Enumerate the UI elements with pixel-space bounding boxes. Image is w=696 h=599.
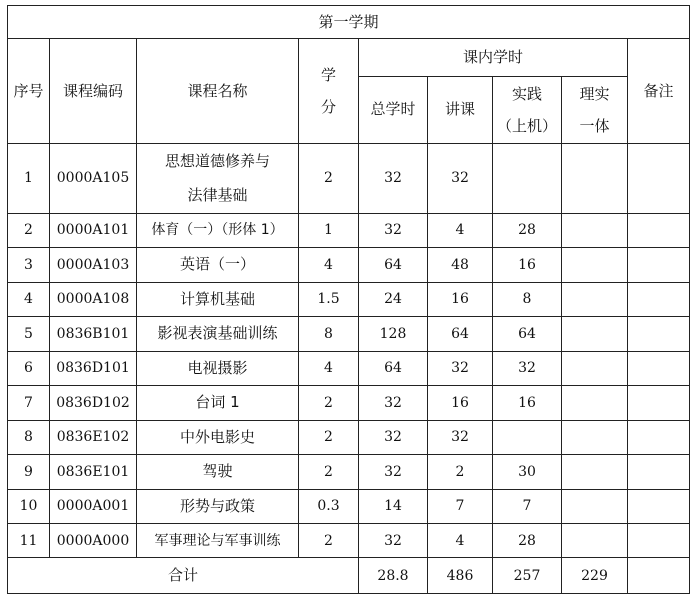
cell-practice [493, 420, 562, 454]
cell-name: 体育（一）（形体 1） [137, 213, 299, 247]
header-integrated-line1: 理实 [579, 84, 610, 103]
cell-code: 0836B101 [50, 317, 137, 351]
cell-lecture: 4 [428, 524, 493, 558]
cell-name [137, 143, 299, 213]
total-lecture: 257 [493, 558, 562, 594]
cell-code: 0000A103 [50, 248, 137, 282]
cell-credit: 2 [299, 420, 359, 454]
cell-integrated [562, 143, 628, 213]
cell-credit: 2 [299, 524, 359, 558]
cell-lecture: 64 [428, 317, 493, 351]
cell-name: 计算机基础 [137, 282, 299, 316]
cell-code: 0000A001 [50, 489, 137, 523]
cell-seq: 10 [8, 489, 50, 523]
table-row [8, 143, 690, 213]
header-integrated [562, 76, 628, 143]
cell-code: 0836D102 [50, 386, 137, 420]
header-notes: 备注 [628, 39, 690, 143]
cell-lecture: 16 [428, 386, 493, 420]
cell-code: 0000A105 [50, 143, 137, 213]
cell-practice: 7 [493, 489, 562, 523]
cell-practice: 64 [493, 317, 562, 351]
cell-practice: 28 [493, 213, 562, 247]
cell-total: 32 [359, 420, 428, 454]
cell-credit: 4 [299, 351, 359, 385]
cell-name: 驾驶 [137, 455, 299, 489]
cell-notes [628, 386, 690, 420]
cell-name: 军事理论与军事训练 [137, 524, 299, 558]
cell-credit: 4 [299, 248, 359, 282]
cell-notes [628, 455, 690, 489]
cell-credit: 1 [299, 213, 359, 247]
table-row [8, 524, 690, 558]
cell-integrated [562, 386, 628, 420]
cell-practice [493, 143, 562, 213]
cell-total: 64 [359, 248, 428, 282]
table-row [8, 489, 690, 523]
cell-credit: 2 [299, 455, 359, 489]
header-lecture: 讲课 [428, 76, 493, 143]
total-row [8, 558, 690, 594]
header-course-code: 课程编码 [50, 39, 137, 143]
cell-name: 台词 1 [137, 386, 299, 420]
header-seq: 序号 [8, 39, 50, 143]
cell-code: 0836D101 [50, 351, 137, 385]
cell-notes [628, 213, 690, 247]
table-row [8, 282, 690, 316]
cell-notes [628, 282, 690, 316]
header-credit [299, 39, 359, 143]
cell-integrated [562, 213, 628, 247]
cell-name: 影视表演基础训练 [137, 317, 299, 351]
cell-practice: 16 [493, 248, 562, 282]
total-integrated-notes [628, 558, 690, 594]
cell-total: 128 [359, 317, 428, 351]
cell-lecture: 7 [428, 489, 493, 523]
header-row-1 [8, 39, 690, 77]
total-practice: 229 [562, 558, 628, 594]
cell-notes [628, 317, 690, 351]
cell-name: 电视摄影 [137, 351, 299, 385]
cell-integrated [562, 282, 628, 316]
cell-total: 24 [359, 282, 428, 316]
cell-name-line2: 法律基础 [187, 186, 248, 205]
table-row [8, 386, 690, 420]
cell-credit: 0.3 [299, 489, 359, 523]
cell-integrated [562, 351, 628, 385]
cell-name: 英语（一） [137, 248, 299, 282]
cell-lecture: 4 [428, 213, 493, 247]
cell-total: 64 [359, 351, 428, 385]
cell-name: 形势与政策 [137, 489, 299, 523]
course-schedule-table [7, 5, 690, 594]
cell-lecture: 16 [428, 282, 493, 316]
header-total-hours: 总学时 [359, 76, 428, 143]
cell-seq: 6 [8, 351, 50, 385]
cell-lecture: 2 [428, 455, 493, 489]
cell-integrated [562, 489, 628, 523]
cell-practice: 8 [493, 282, 562, 316]
cell-notes [628, 248, 690, 282]
table-row [8, 455, 690, 489]
cell-notes [628, 489, 690, 523]
cell-integrated [562, 248, 628, 282]
cell-seq: 7 [8, 386, 50, 420]
cell-name: 中外电影史 [137, 420, 299, 454]
cell-notes [628, 351, 690, 385]
table-row [8, 317, 690, 351]
cell-total: 32 [359, 455, 428, 489]
header-practice [493, 76, 562, 143]
term-title-row [8, 6, 690, 39]
cell-seq: 2 [8, 213, 50, 247]
total-credit: 28.8 [359, 558, 428, 594]
cell-practice: 32 [493, 351, 562, 385]
table-row [8, 248, 690, 282]
cell-code: 0000A108 [50, 282, 137, 316]
header-integrated-line2: 一体 [579, 116, 610, 135]
header-course-name: 课程名称 [137, 39, 299, 143]
cell-seq: 4 [8, 282, 50, 316]
cell-lecture: 32 [428, 351, 493, 385]
cell-seq: 3 [8, 248, 50, 282]
cell-seq: 1 [8, 143, 50, 213]
cell-practice: 28 [493, 524, 562, 558]
cell-total: 32 [359, 213, 428, 247]
cell-seq: 5 [8, 317, 50, 351]
header-hours-group: 课内学时 [359, 39, 628, 77]
cell-name-line1: 思想道德修养与 [164, 152, 270, 171]
cell-practice: 16 [493, 386, 562, 420]
cell-credit: 1.5 [299, 282, 359, 316]
cell-credit: 2 [299, 143, 359, 213]
cell-lecture: 32 [428, 143, 493, 213]
cell-seq: 9 [8, 455, 50, 489]
table-row [8, 213, 690, 247]
cell-total: 32 [359, 524, 428, 558]
cell-total: 14 [359, 489, 428, 523]
cell-total: 32 [359, 143, 428, 213]
cell-lecture: 48 [428, 248, 493, 282]
cell-integrated [562, 317, 628, 351]
cell-code: 0836E101 [50, 455, 137, 489]
cell-notes [628, 524, 690, 558]
cell-integrated [562, 455, 628, 489]
cell-code: 0000A000 [50, 524, 137, 558]
cell-seq: 11 [8, 524, 50, 558]
term-title: 第一学期 [8, 6, 690, 39]
cell-integrated [562, 524, 628, 558]
table-row [8, 351, 690, 385]
cell-notes [628, 420, 690, 454]
cell-lecture: 32 [428, 420, 493, 454]
table-row [8, 420, 690, 454]
total-hours: 486 [428, 558, 493, 594]
cell-total: 32 [359, 386, 428, 420]
cell-credit: 8 [299, 317, 359, 351]
cell-integrated [562, 420, 628, 454]
total-label: 合计 [8, 558, 359, 594]
cell-practice: 30 [493, 455, 562, 489]
cell-code: 0836E102 [50, 420, 137, 454]
cell-code: 0000A101 [50, 213, 137, 247]
cell-notes [628, 143, 690, 213]
header-credit-line1: 学 [320, 66, 336, 85]
header-practice-line2: （上机） [496, 116, 557, 135]
cell-credit: 2 [299, 386, 359, 420]
cell-seq: 8 [8, 420, 50, 454]
header-practice-line1: 实践 [511, 84, 542, 103]
header-credit-line2: 分 [320, 98, 336, 117]
